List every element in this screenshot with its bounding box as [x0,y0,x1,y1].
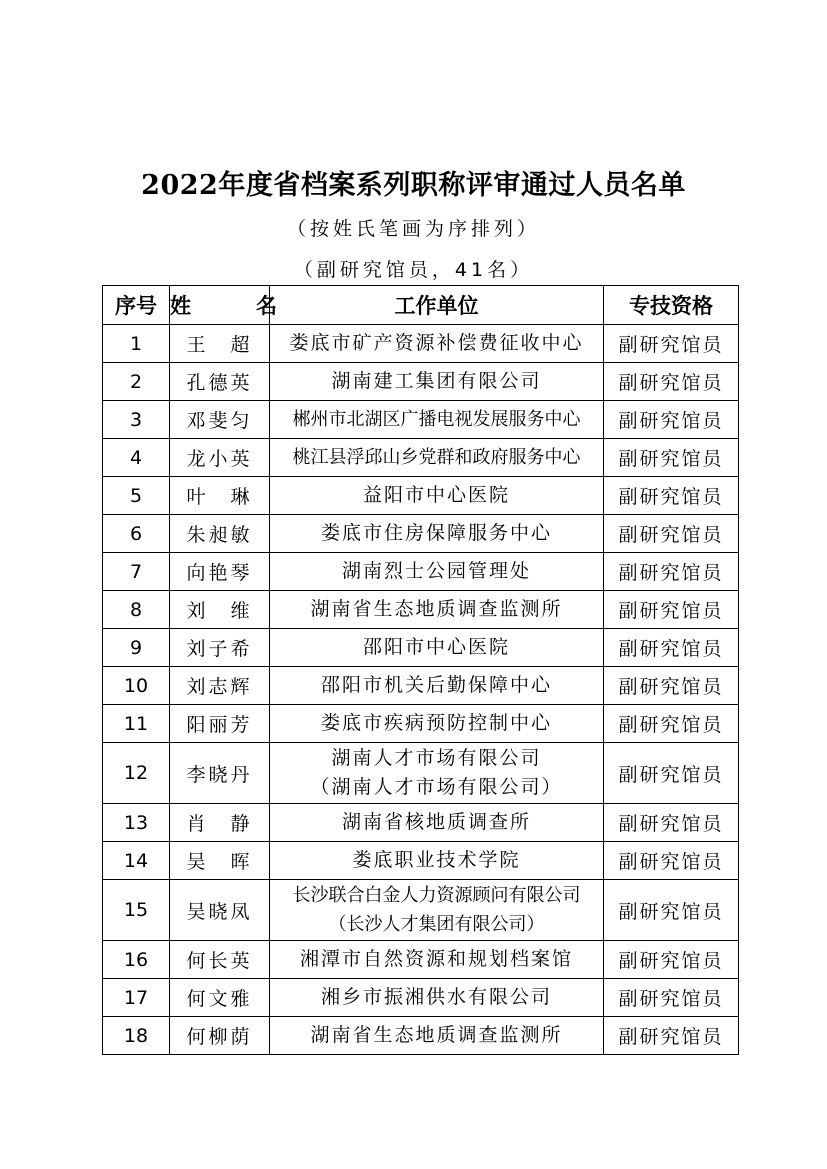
personnel-table [102,285,739,1055]
cell-name: 叶 琳 [170,477,270,515]
header-serial-number: 序号 [103,286,170,325]
table-row [103,553,739,591]
header-work-unit: 工作单位 [270,286,604,325]
cell-name: 何柳荫 [170,1017,270,1055]
work-unit-line: 郴州市北湖区广播电视发展服务中心 [292,409,581,430]
cell-name: 向艳琴 [170,553,270,591]
table-row [103,743,739,804]
cell-qualification: 副研究馆员 [604,1017,739,1055]
cell-serial-number: 7 [103,553,170,591]
cell-serial-number: 16 [103,941,170,979]
cell-work-unit [270,979,604,1017]
cell-qualification: 副研究馆员 [604,439,739,477]
work-unit-line: 湖南省核地质调查所 [341,811,531,833]
work-unit-line: 湘潭市自然资源和规划档案馆 [299,948,573,970]
work-unit-line: 益阳市中心医院 [362,484,510,506]
table-row [103,325,739,363]
cell-work-unit [270,705,604,743]
work-unit-line: 湖南人才市场有限公司 [331,747,542,769]
cell-work-unit [270,842,604,880]
cell-name: 刘志辉 [170,667,270,705]
cell-qualification: 副研究馆员 [604,979,739,1017]
cell-name: 王 超 [170,325,270,363]
cell-qualification: 副研究馆员 [604,477,739,515]
table-row [103,705,739,743]
table-row [103,515,739,553]
work-unit-line: 娄底市矿产资源补偿费征收中心 [289,332,584,354]
cell-qualification: 副研究馆员 [604,591,739,629]
cell-name: 何文雅 [170,979,270,1017]
cell-work-unit [270,477,604,515]
cell-serial-number: 10 [103,667,170,705]
work-unit-line: 长沙联合白金人力资源顾问有限公司 [292,885,581,906]
cell-serial-number: 5 [103,477,170,515]
cell-work-unit [270,515,604,553]
table-row [103,804,739,842]
subtitle-count: （副研究馆员，41名） [293,259,534,281]
work-unit-line: 湖南建工集团有限公司 [331,370,542,392]
table-row [103,363,739,401]
work-unit-line: 邵阳市中心医院 [362,636,510,658]
work-unit-line: 娄底市住房保障服务中心 [320,522,552,544]
table-body [103,325,739,1055]
cell-qualification: 副研究馆员 [604,743,739,804]
cell-work-unit [270,401,604,439]
table-row [103,842,739,880]
work-unit-line: 桃江县浮邱山乡党群和政府服务中心 [292,447,581,468]
cell-name: 阳丽芳 [170,705,270,743]
cell-qualification: 副研究馆员 [604,401,739,439]
cell-qualification: 副研究馆员 [604,804,739,842]
cell-serial-number: 17 [103,979,170,1017]
table-row [103,439,739,477]
cell-qualification: 副研究馆员 [604,629,739,667]
table-header-row [103,286,739,325]
cell-serial-number: 1 [103,325,170,363]
cell-work-unit [270,743,604,804]
cell-work-unit [270,667,604,705]
subtitle-sort-order: （按姓氏笔画为序排列） [286,218,540,240]
work-unit-line: 娄底市疾病预防控制中心 [320,712,552,734]
cell-work-unit [270,1017,604,1055]
cell-serial-number: 14 [103,842,170,880]
cell-name: 邓斐匀 [170,401,270,439]
cell-qualification: 副研究馆员 [604,941,739,979]
header-name: 姓 名 [170,286,270,325]
work-unit-line: （长沙人才集团有限公司） [328,914,545,935]
cell-name: 刘 维 [170,591,270,629]
table-row [103,477,739,515]
cell-qualification: 副研究馆员 [604,705,739,743]
cell-serial-number: 8 [103,591,170,629]
cell-work-unit [270,363,604,401]
table-row [103,667,739,705]
work-unit-line: 湘乡市振湘供水有限公司 [320,986,552,1008]
cell-work-unit [270,941,604,979]
work-unit-line: 娄底职业技术学院 [352,849,521,871]
cell-name: 朱昶敏 [170,515,270,553]
cell-serial-number: 13 [103,804,170,842]
table-row [103,979,739,1017]
cell-work-unit [270,629,604,667]
cell-qualification: 副研究馆员 [604,553,739,591]
cell-qualification: 副研究馆员 [604,842,739,880]
table-row [103,401,739,439]
cell-name: 肖 静 [170,804,270,842]
cell-serial-number: 2 [103,363,170,401]
cell-name: 刘子希 [170,629,270,667]
cell-work-unit [270,880,604,941]
cell-serial-number: 12 [103,743,170,804]
cell-qualification: 副研究馆员 [604,880,739,941]
cell-serial-number: 3 [103,401,170,439]
table-row [103,629,739,667]
cell-qualification: 副研究馆员 [604,667,739,705]
table-row [103,880,739,941]
table-row [103,591,739,629]
table-row [103,1017,739,1055]
table-row [103,941,739,979]
cell-serial-number: 15 [103,880,170,941]
page-title: 2022年度省档案系列职称评审通过人员名单 [141,170,686,201]
work-unit-line: 湖南烈士公园管理处 [341,560,531,582]
cell-serial-number: 6 [103,515,170,553]
cell-work-unit [270,591,604,629]
cell-name: 孔德英 [170,363,270,401]
cell-name: 吴晓凤 [170,880,270,941]
cell-name: 何长英 [170,941,270,979]
work-unit-line: 湖南省生态地质调查监测所 [310,598,563,620]
cell-serial-number: 9 [103,629,170,667]
cell-serial-number: 11 [103,705,170,743]
work-unit-line: 湖南省生态地质调查监测所 [310,1024,563,1046]
cell-qualification: 副研究馆员 [604,515,739,553]
cell-name: 吴 晖 [170,842,270,880]
cell-work-unit [270,439,604,477]
cell-name: 龙小英 [170,439,270,477]
cell-name: 李晓丹 [170,743,270,804]
cell-qualification: 副研究馆员 [604,325,739,363]
cell-work-unit [270,804,604,842]
work-unit-line: （湖南人才市场有限公司） [310,776,563,798]
cell-work-unit [270,325,604,363]
header-qualification: 专技资格 [604,286,739,325]
cell-serial-number: 18 [103,1017,170,1055]
cell-qualification: 副研究馆员 [604,363,739,401]
cell-work-unit [270,553,604,591]
cell-serial-number: 4 [103,439,170,477]
work-unit-line: 邵阳市机关后勤保障中心 [320,674,552,696]
